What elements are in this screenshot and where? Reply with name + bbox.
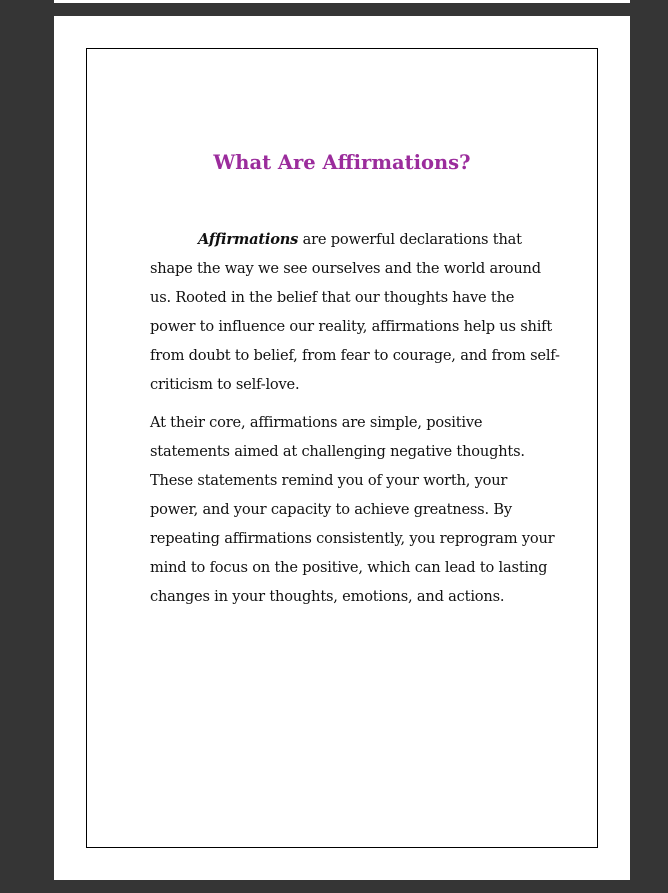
text-line: shape the way we see ourselves and the world around	[150, 259, 541, 277]
text-line: power, and your capacity to achieve greatness. By	[150, 501, 512, 519]
text-line: repeating affirmations consistently, you reprogram your	[150, 530, 555, 548]
text-line: mind to focus on the positive, which can lead to lasting	[150, 558, 548, 576]
text-line: us. Rooted in the belief that our thoughts have the	[150, 288, 515, 306]
text-line	[150, 226, 540, 255]
text-line: These statements remind you of your worth, your	[150, 472, 508, 490]
emphasized-term: Affirmations	[198, 231, 299, 248]
text-line: statements aimed at challenging negative thoughts.	[150, 443, 525, 461]
document-page	[54, 16, 630, 880]
page-border-frame	[86, 48, 598, 848]
line-text: are powerful declarations that	[298, 231, 522, 248]
page-title: What Are Affirmations?	[213, 151, 471, 174]
text-line: from doubt to belief, from fear to courage, and from self-	[150, 346, 560, 364]
previous-page-edge	[54, 0, 630, 3]
paragraph-core	[150, 409, 555, 611]
text-line: changes in your thoughts, emotions, and actions.	[150, 587, 505, 605]
text-line: criticism to self-love.	[150, 375, 300, 393]
text-line: power to influence our reality, affirmations help us shift	[150, 317, 553, 335]
body-text	[150, 226, 560, 612]
text-line: At their core, affirmations are simple, positive	[150, 414, 483, 432]
paragraph-intro	[150, 226, 560, 399]
